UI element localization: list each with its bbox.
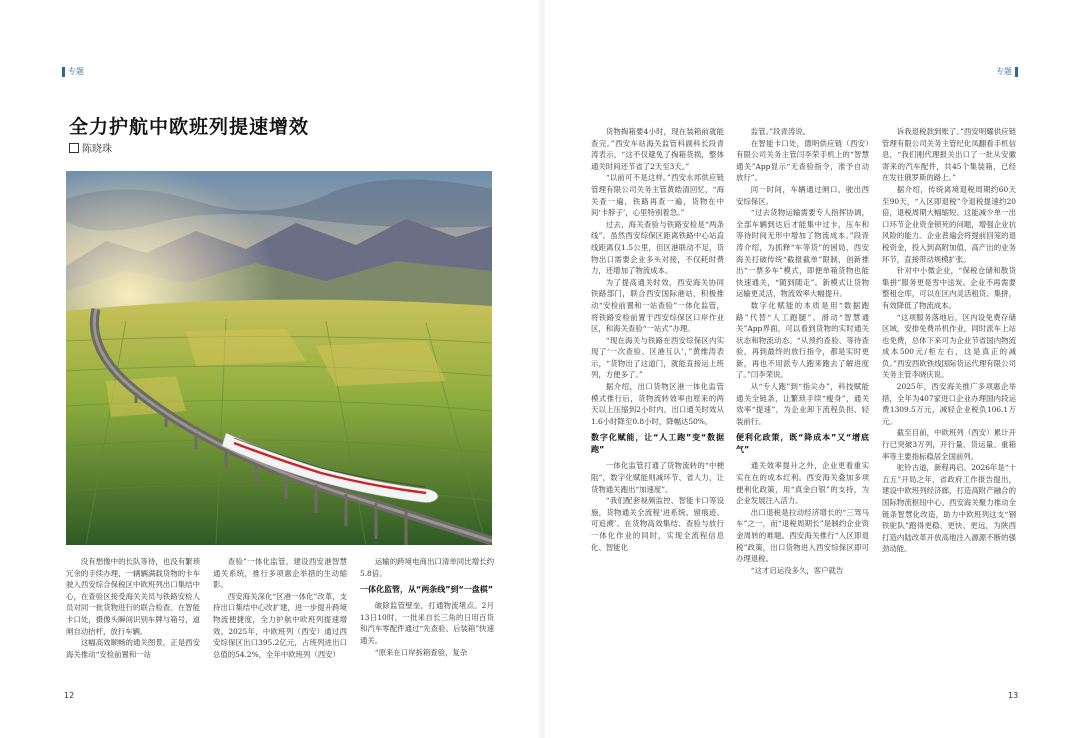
text-column-5	[736, 126, 869, 716]
paragraph: 这幅高效顺畅的通关图景，正是西安海关推动“安检前置和一站	[66, 638, 200, 659]
section-label-left: 专题	[68, 67, 84, 76]
page-number-left: 12	[64, 691, 75, 700]
text-column-1	[66, 556, 200, 686]
author-name: 陈晓珠	[82, 144, 112, 155]
paragraph: 据介绍，出口货物区港一体化监管模式推行后，货物流转效率由原来的两天以上压缩到2小时内，出口通关时效从1.6小时降至0.8小时，降幅达50%。	[591, 382, 724, 426]
section-label-right: 专题	[996, 67, 1012, 76]
paragraph: 过去，海关查验与铁路安检是“两条线”。虽然西安综保区距离铁路中心站直线距离仅1.5公里，但区港联动不足，货物出口需要企业多头对接，不仅耗时费力，还增加了物流成本。	[591, 219, 724, 276]
paragraph: 截至目前，中欧班列（西安）累计开行已突破3万列，开行量、货运量、重箱率等主要指标稳居全国前列。	[882, 428, 1016, 461]
paragraph: 通关效率提升之外，企业更看重实实在在的成本红利。西安海关叠加多项便利化政策，用“真金白银”的支持，为企业发展注入活力。	[736, 461, 869, 506]
paragraph: “过去货物运输需要专人指挥协调，全部车辆到达后才能集中过卡，压车和等待时间无形中增加了物流成本。”段青涛介绍，为抓释“车等货”的困局，西安海关打破传统“截报截单”限制，创新推出“一票多车”模式，即便单箱货物也能快速通关，“随到随走”。新模式让货物运输更灵活，物流效率大幅提升。	[736, 208, 869, 299]
paragraph: 针对中小微企业，“保税仓储和散货集拼”服务更是雪中送炭。企业不再需要整租仓库，可以在区内灵活租货、集拼，有效降低了物流成本。	[882, 266, 1016, 310]
paragraph: “原来在口岸拆箱查验，复杂	[374, 647, 468, 657]
paragraph: 为了提高通关时效，西安海关协同铁路部门，联合西安国际港站，积极推动“安检前置和一站查验”一体化监管，将铁路安检前置于西安综保区口岸作业区，和海关查验“一站式”办理。	[591, 277, 724, 334]
paragraph: 监管。”段青涛说。	[750, 127, 811, 136]
paragraph: “这才启运没多久，客户就告	[750, 565, 844, 575]
article-title: 全力护航中欧班列提速增效	[69, 116, 310, 138]
paragraph: “这项服务落地后，区内设免费存储区域，安排免费吊机作业，同时派车上站也免费，总体下来可为企业节省国内物流成本500元/柜左右，这是真正的减负。”西安西欧铁线国际货运代理有限公司关务主管李晓庆说。	[882, 312, 1016, 380]
article-author	[69, 140, 112, 155]
section-heading: 数字化赋能，让“人工跑”变“数据跑”	[591, 433, 724, 455]
paragraph: “现在海关与铁路在西安综保区内实现了‘一次查验、区港互认’，”黄维涛表示，“货物出了这道门，就能直接运上班列，方便多了。”	[591, 335, 724, 380]
page-number-right: 13	[1008, 691, 1019, 700]
paragraph: 2025年，西安海关推广多项惠企举措，全年为407家进口企业办理国内段运费1309.5万元，减轻企业税负106.1万元。	[882, 382, 1016, 426]
page-gutter	[538, 0, 546, 738]
paragraph: 数字化赋能的本质是用“数据跑路”代替“人工跑腿”。滑动“智慧通关”App界面，可以看到货物的实时通关状态和物流动态。“从预约查验、等待查验，再到最终的放行指令，都是实时更新，再也不用派专人跑来跑去了解进度了。”闫李荣说。	[736, 300, 869, 380]
paragraph: 没有想像中的长队等待，也没有繁琐冗余的手续办理，一辆辆满载货物的卡车驶入西安综合保税区中欧班列出口集结中心，在查验区接受海关关员与铁路安检人员对同一批货物进行的联合检查。在智能卡口处，摄像头瞬间识别车牌与箱号，道闸自动抬杆，放行车辆。	[66, 557, 200, 636]
paragraph: 出口退税是拉动经济增长的“三驾马车”之一，而“退税周期长”是制约企业资金周转的难题。西安海关推行“入区即退税”政策，出口货物进入西安综保区即可办理退税。	[736, 507, 869, 564]
author-box-icon	[69, 143, 79, 153]
paragraph: 破除监管壁垒，打通物流堵点。2月13日10时，一批来自长三角的日用百货和汽车零配件通过“先查验、后装箱”快速通关。	[360, 601, 494, 645]
section-tag-left	[62, 66, 84, 77]
paragraph: 在智能卡口处，德明供应链（西安）有限公司关务主管闫李荣手机上的“智慧通关”App显示“无查验指令，准予自动放行”。	[736, 138, 869, 183]
paragraph: 货物掏箱要4小时，现在装箱前就能查完。”西安车站海关监管科副科长段青涛表示，“这不仅避免了掏箱货损，整体通关时间还节省了2天至3天。”	[591, 127, 724, 171]
section-bar-icon	[62, 67, 65, 77]
section-tag-right	[996, 66, 1018, 77]
paragraph: 诉我退税款到账了。”西安明耀供应链管理有限公司关务主管纪化凤翻看手机信息，“我们刚代理报关出口了一批从安徽寄来的汽车配件，共45个集装箱，已经在发往俄罗斯的路上。”	[882, 127, 1016, 183]
paragraph: “我们配套视频监控、智能卡口等设施，货物通关全流程‘进系统、留痕迹、可追溯’。在货物高效集结、查验与放行一体化作业的同时，实现全流程信息化、智能化	[591, 496, 724, 552]
text-column-6	[882, 126, 1019, 716]
section-bar-icon	[1015, 67, 1018, 77]
section-heading: 一体化监管，从“两条线”到“一盘棋”	[360, 585, 494, 595]
text-column-2	[213, 556, 347, 686]
paragraph: 从“专人跑”到“指尖办”，科技赋能通关全链条，让繁琐手续“瘦身”，通关效率“提速”，为企业卸下流程负担、轻装前行。	[736, 382, 869, 426]
section-heading: 便利化政策，既“降成本”又“增底气”	[736, 433, 869, 455]
paragraph: 同一时间，车辆通过闸口，驶出西安综保区。	[736, 184, 869, 206]
paragraph: 查验”一体化监管，建设西安港智慧通关系统，推行多项惠企举措的生动缩影。	[213, 557, 347, 590]
paragraph: “以前可不是这样。”西安永邦供应链管理有限公司关务主管黄皓清回忆，“海关查一遍，铁路再查一遍，货物在中间‘卡脖子’，心里特别着急。”	[591, 173, 724, 218]
paragraph: 一体化监管打通了货物流转的“中梗阻”，数字化赋能则减环节、省人力，让货物通关跑出“加速度”。	[591, 461, 724, 494]
paragraph: 驼铃古道，新程再启。2026年是“十五五”开局之年，省政府工作报告提出，建设中欧班列经济廊，打造高附产融合的国际物流枢纽中心。西安海关聚力推动全链条智慧化改造，助力中欧班列这支“钢铁驼队”跑得更稳、更快、更远，为陕西打造内陆改革开放高地注入源源不断的强劲动能。	[882, 463, 1016, 554]
train-landscape-photo	[66, 171, 492, 545]
text-column-3	[360, 556, 494, 686]
text-column-4	[591, 126, 724, 716]
paragraph: 运输的跨境电商出口清单同比增长约5.8倍。	[360, 557, 494, 578]
paragraph: 据介绍，传统离境退税周期约60天至90天，“入区即退税”令退税提速约20倍，退税周期大幅缩短。这能减少单一出口环节企业资金锁死的问题，增强企业抗风险的能力。企业普遍会将提前回笼的退税资金，投入到高附加值、高产出的业务环节，直接带动规模扩张。	[882, 184, 1016, 264]
paragraph: 西安海关深化“区港一体化”改革，支持出口集结中心改扩建，进一步提升跨境物流便捷度，全力护航中欧班列提速增效。2025年，中欧班列（西安）通过西安综保区出口395.2亿元，占班列进出口总值的54.2%，全年中欧班列（西安）	[213, 591, 347, 659]
